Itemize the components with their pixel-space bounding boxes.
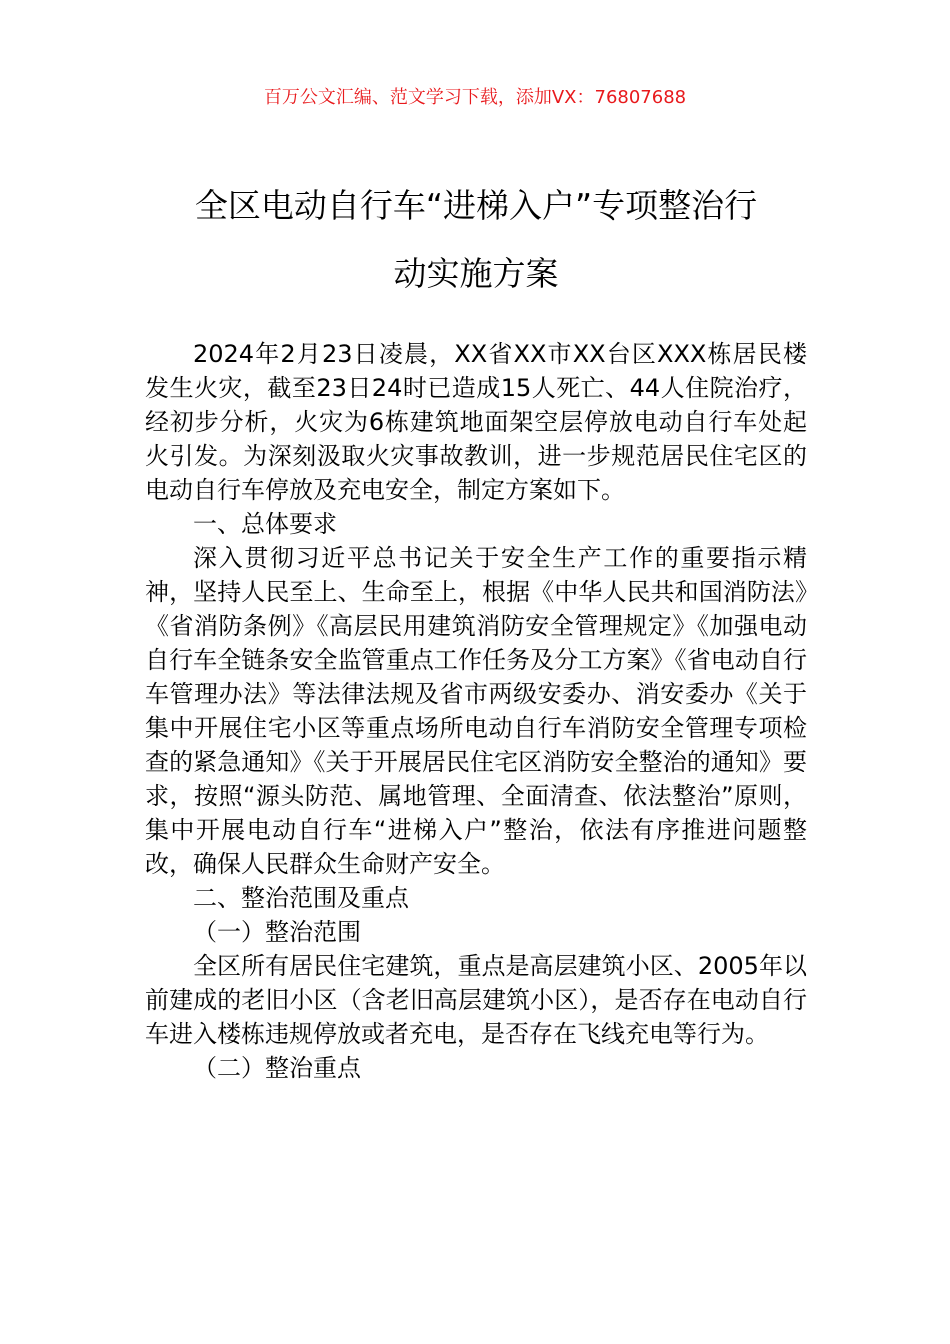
title-line-1: 全区电动自行车“进梯入户”专项整治行 — [194, 186, 758, 225]
subheading-focus: （二）整治重点 — [193, 1054, 361, 1082]
scope-paragraph: 全区所有居民住宅建筑，重点是高层建筑小区、2005年以前建成的老旧小区（含老旧高层建筑小区），是否存在电动自行车进入楼栋违规停放或者充电，是否存在飞线充电等行为。 — [145, 952, 807, 1048]
watermark-header: 百万公文汇编、范文学习下载，添加VX：76807688 — [263, 87, 687, 108]
document-body — [145, 337, 807, 1085]
general-requirements-paragraph: 深入贯彻习近平总书记关于安全生产工作的重要指示精神，坚持人民至上、生命至上，根据《中华人民共和国消防法》《省消防条例》《高层民用建筑消防安全管理规定》《加强电动自行车全链条安全监管重点工作任务及分工方案》《省电动自行车管理办法》等法律法规及省市两级安委办、消安委办《关于集中开展住宅小区等重点场所电动自行车消防安全管理专项检查的紧急通知》《关于开展居民住宅区消防安全整治的通知》要求，按照“源头防范、属地管理、全面清查、依法整治”原则，集中开展电动自行车“进梯入户”整治，依法有序推进问题整改，确保人民群众生命财产安全。 — [145, 544, 807, 878]
subheading-scope: （一）整治范围 — [193, 918, 361, 946]
section-heading-general-requirements: 一、总体要求 — [193, 510, 337, 538]
intro-paragraph: 2024年2月23日凌晨，XX省XX市XX台区XXX栋居民楼发生火灾，截至23日24时已造成15人死亡、44人住院治疗，经初步分析，火灾为6栋建筑地面架空层停放电动自行车处起火引发。为深刻汲取火灾事故教训，进一步规范居民住宅区的电动自行车停放及充电安全，制定方案如下。 — [145, 340, 807, 504]
document-title — [145, 172, 807, 308]
section-heading-scope-and-focus: 二、整治范围及重点 — [193, 884, 409, 912]
title-line-2: 动实施方案 — [393, 254, 559, 293]
